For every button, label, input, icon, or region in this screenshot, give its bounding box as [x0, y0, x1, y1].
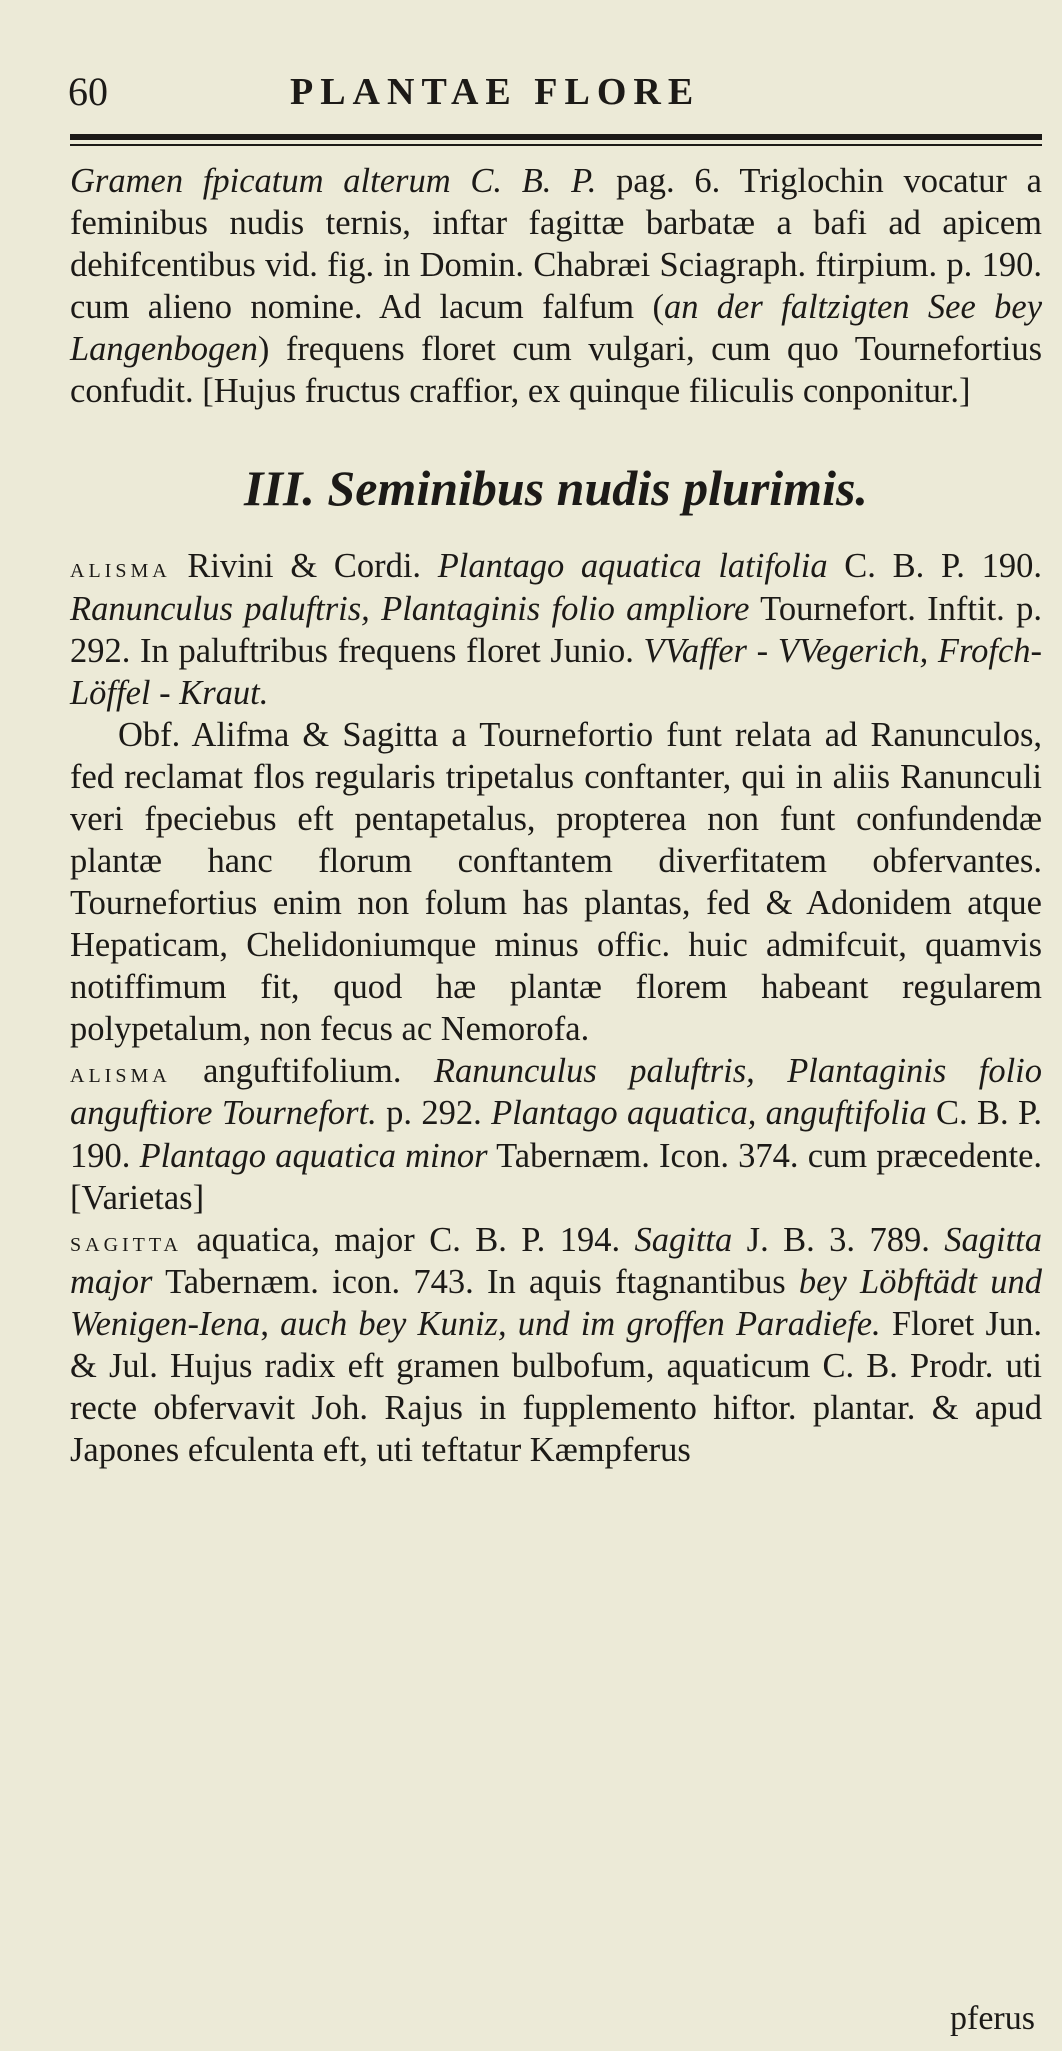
alisma2-ref-3: Tabernæm. Icon. 374. cum præcedente. [Varietas] — [70, 1136, 1043, 1217]
alisma-habitat: Tournefort. Inftit. p. 292. In paluftribus frequens floret Junio. — [70, 589, 1043, 670]
sagitta-locality-1: bey Löbftädt und Wenigen-Iena — [70, 1262, 1042, 1343]
alisma2-synonym-2: Plantago aquatica, anguftifolia — [491, 1094, 927, 1133]
gramen-german-locality: an der faltzigten See bey Langenbogen — [70, 288, 1043, 369]
alisma2-ref-2: C. B. P. 190. — [70, 1094, 1043, 1175]
sagitta-synonym-1: Sagitta — [634, 1220, 733, 1259]
running-head: PLANTAE FLORE — [290, 71, 701, 113]
paragraph-alisma — [70, 545, 1042, 713]
gramen-text: pag. 6. Triglochin vocatur a feminibus nudis ternis, inftar fagittæ barbatæ a bafi ad apicem dehifcentibus vid. fig. in Domin. Chabræi Sciagraph. ftirpium. p. 190. cum alieno nomine. Ad lacum falfum ( — [70, 162, 1042, 327]
alisma-synonym-2: Ranunculus paluftris, Plantaginis folio ampliore — [70, 589, 750, 628]
gramen-name: Gramen fpicatum alterum C. B. P. — [70, 162, 597, 200]
alisma-ref-1: C. B. P. 190. — [827, 547, 1042, 586]
sagitta-text: Floret Jun. & Jul. Hujus radix eft gramen bulbofum, aquaticum C. B. Prodr. uti recte obfervavit Joh. Rajus in fupplemento hiftor. plantar. & apud Japones efculenta eft, uti teftatur Kæmpferus — [70, 1304, 1042, 1470]
alisma-synonym-1: Plantago aquatica latifolia — [437, 547, 828, 586]
alisma-genus: alisma — [70, 553, 171, 585]
paragraph-sagitta — [70, 1219, 1042, 1471]
paragraph-gramen — [70, 160, 1042, 412]
alisma2-synonym-1: Ranunculus paluftris, Plantaginis folio anguftiore Tournefort. — [70, 1052, 1043, 1133]
page-number: 60 — [68, 69, 108, 114]
sagitta-synonym-2: Sagitta major — [70, 1220, 1043, 1301]
section-heading: III. Seminibus nudis plurimis. — [244, 460, 868, 517]
paragraph-observation: Obf. Alifma & Sagitta a Tournefortio funt relata ad Ranunculos, fed reclamat flos regularis tripetalus conftanter, qui in aliis Ranunculi veri fpeciebus eft pentapetalus, propterea non funt confundendæ plantæ hanc florum conftantem diverfitatem obfervantes. Tournefortius enim non folum has plantas, fed & Adonidem atque Hepaticam, Chelidoniumque minus offic. huic admifcuit, quamvis notiffimum fit, quod hæ plantæ florem habeant regularem polypetalum, non fecus ac Nemorofa. — [70, 715, 1042, 1049]
body-text — [70, 160, 1042, 1471]
alisma2-ref-1: p. 292. — [376, 1094, 492, 1133]
sagitta-genus: sagitta — [70, 1226, 182, 1258]
header-rule-thick — [70, 134, 1042, 140]
sagitta-comma: , — [260, 1304, 281, 1343]
alisma2-synonym-3: Plantago aquatica minor — [139, 1136, 488, 1175]
sagitta-habitat: Tabernæm. icon. 743. In aquis ftagnantibus — [152, 1262, 799, 1301]
paragraph-alisma-angustifolium — [70, 1050, 1042, 1218]
sagitta-ref-2: J. B. 3. 789. — [732, 1220, 945, 1259]
sagitta-locality-2: auch bey Kuniz, und im groffen Paradiefe. — [280, 1304, 881, 1343]
sagitta-ref-1: aquatica, major C. B. P. 194. — [181, 1220, 635, 1259]
alisma-german-name: VVaffer - VVegerich, Frofch-Löffel - Kraut. — [70, 631, 1042, 712]
page-header — [0, 68, 1062, 118]
alisma2-epithet: anguftifolium. — [170, 1052, 434, 1091]
header-rule-thin — [70, 144, 1042, 146]
alisma-authors: Rivini & Cordi. — [170, 547, 438, 586]
alisma-genus-2: alisma — [70, 1058, 171, 1090]
gramen-text-end: ) frequens floret cum vulgari, cum quo Tournefortius confudit. [Hujus fructus craffior, ex quinque filiculis conponitur.] — [70, 330, 1042, 411]
catchword: pferus — [950, 2000, 1035, 2037]
